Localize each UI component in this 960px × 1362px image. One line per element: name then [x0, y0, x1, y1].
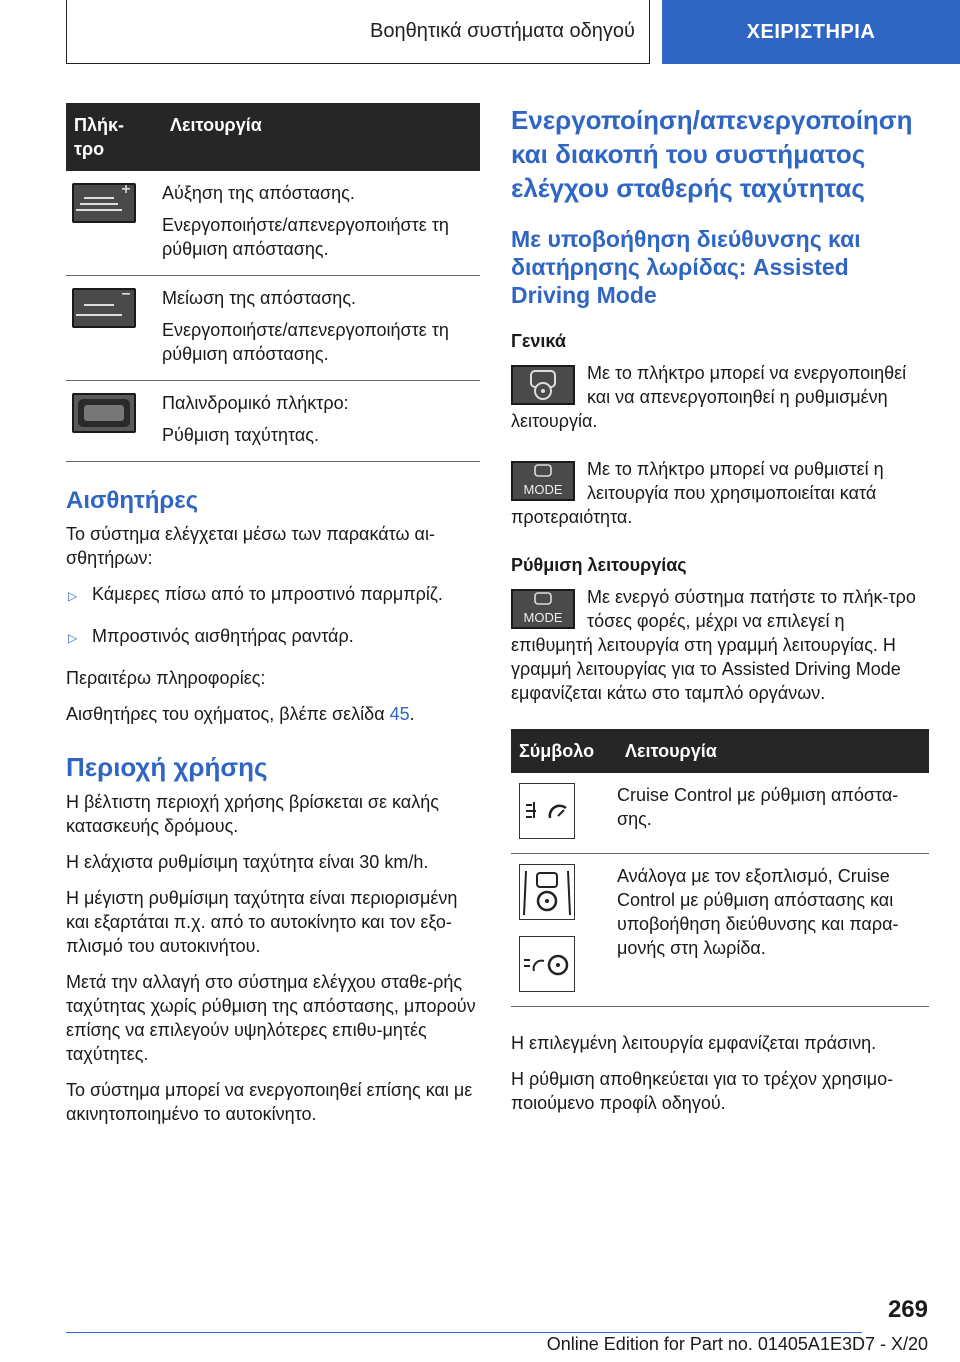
mode-button-icon — [511, 461, 575, 501]
key-function-table — [66, 103, 480, 462]
edition-footer: Online Edition for Part no. 01405A1E3D7 - X/20 — [546, 1334, 928, 1354]
usage-paragraph: Η ελάχιστα ρυθμίσιμη ταχύτητα είναι 30 km/h. — [66, 852, 429, 872]
row-function-line: Ενεργοποιήστε/απενεργοποιήστε τη ρύθμιση απόστασης. — [162, 215, 449, 259]
page-reference-link[interactable]: 45 — [389, 704, 410, 724]
col-header-function: Λειτουργία — [162, 103, 480, 171]
col-header-symbol: Σύμβολο — [511, 729, 617, 773]
mode-button-icon — [511, 589, 575, 629]
general-block-2 — [511, 457, 929, 529]
bullet-text: Κάμερες πίσω από το μπροστινό παρμπρίζ. — [92, 584, 443, 604]
col-header-key: Πλήκ- τρο — [66, 103, 162, 171]
setting-paragraph: Με ενεργό σύστημα πατήστε το πλήκ-τρο τόσες φορές, μέχρι να επιλεγεί η επιθυμητή λειτουργία στη γραμμή λειτουργίας. Η γραμμή λειτουργίας για το Assisted Driving Mode εμφανίζεται κάτω στο ταμπλό οργάνων. — [511, 587, 916, 703]
usage-heading: Περιοχή χρήσης — [66, 752, 268, 782]
table-row — [511, 773, 929, 854]
sensor-reference — [66, 702, 480, 726]
row-function-line: Ρύθμιση ταχύτητας. — [162, 425, 319, 445]
chapter-tab: ΧΕΙΡΙΣΤΗΡΙΑ — [662, 0, 960, 64]
distance-decrease-icon — [72, 288, 136, 328]
col-header-function: Λειτουργία — [617, 729, 929, 773]
footer-divider — [66, 1332, 862, 1333]
activation-heading: Ενεργοποίηση/απενεργοποίηση και διακοπή του συστήματος ελέγχου σταθερής ταχύτητας — [511, 105, 913, 203]
symbol-function-text: Cruise Control με ρύθμιση απόστα-σης. — [617, 773, 929, 854]
row-function-line: Ενεργοποιήστε/απενεργοποιήστε τη ρύθμιση απόστασης. — [162, 320, 449, 364]
reference-end: . — [409, 704, 415, 724]
right-column — [511, 103, 929, 1115]
bullet-text: Μπροστινός αισθητήρας ραντάρ. — [92, 626, 354, 646]
list-item — [66, 624, 480, 650]
sensors-intro: Το σύστημα ελέγχεται μέσω των παρακάτω αι-σθητήρων: — [66, 524, 435, 568]
table-row — [66, 276, 480, 381]
setting-block — [511, 585, 929, 705]
reference-text: Αισθητήρες του οχήματος, βλέπε σελίδα — [66, 704, 390, 724]
bullet-triangle-icon: ▷ — [68, 631, 78, 645]
steering-assist-icon — [519, 864, 575, 920]
row-function-line: Αύξηση της απόστασης. — [162, 183, 355, 203]
closing-paragraph: Η επιλεγμένη λειτουργία εμφανίζεται πράσινη. — [511, 1033, 877, 1053]
sensors-heading: Αισθητήρες — [66, 487, 199, 514]
general-block-1 — [511, 361, 929, 433]
general-paragraph: Με το πλήκτρο μπορεί να ενεργοποιηθεί και να απενεργοποιηθεί η ρυθμισμένη λειτουργία. — [511, 363, 907, 431]
setting-label: Ρύθμιση λειτουργίας — [511, 555, 687, 575]
table-row — [66, 381, 480, 462]
assisted-driving-button-icon — [511, 365, 575, 405]
row-function-line: Παλινδρομικό πλήκτρο: — [162, 393, 349, 413]
mode-label: MODE — [523, 610, 563, 625]
cruise-control-distance-icon — [519, 783, 575, 839]
more-info-label: Περαιτέρω πληροφορίες: — [66, 668, 266, 688]
usage-paragraph: Η βέλτιστη περιοχή χρήσης βρίσκεται σε καλής κατασκευής δρόμους. — [66, 792, 439, 836]
page-number: 269 — [887, 1296, 928, 1323]
distance-increase-icon — [72, 183, 136, 223]
section-title: Βοηθητικά συστήματα οδηγού — [66, 0, 650, 64]
symbol-function-text: Ανάλογα με τον εξοπλισμό, Cruise Control με ρύθμιση απόστασης και υποβοήθηση διεύθυνσης και παρα-μονής στη λωρίδα. — [617, 854, 929, 1007]
symbol-function-table — [511, 729, 929, 1007]
closing-paragraph: Η ρύθμιση αποθηκεύεται για το τρέχον χρησιμο-ποιούμενο προφίλ οδηγού. — [511, 1069, 894, 1113]
cruise-control-steering-icon — [519, 936, 575, 992]
usage-paragraph: Η μέγιστη ρυθμίσιμη ταχύτητα είναι περιορισμένη και εξαρτάται π.χ. από το αυτοκίνητο και τον εξο-πλισμό του αυτοκινήτου. — [66, 888, 458, 956]
general-label: Γενικά — [511, 331, 566, 351]
page-header — [66, 0, 960, 64]
usage-paragraph: Το σύστημα μπορεί να ενεργοποιηθεί επίσης και με ακινητοποιημένο το αυτοκίνητο. — [66, 1080, 473, 1124]
table-row — [511, 854, 929, 1007]
general-paragraph: Με το πλήκτρο μπορεί να ρυθμιστεί η λειτουργία που χρησιμοποιείται κατά προτεραιότητα. — [511, 459, 884, 527]
left-column — [66, 103, 480, 1126]
activation-subheading: Με υποβοήθηση διεύθυνσης και διατήρησης λωρίδας: Assisted Driving Mode — [511, 226, 861, 308]
rocker-switch-icon — [72, 393, 136, 433]
row-function-line: Μείωση της απόστασης. — [162, 288, 356, 308]
mode-label: MODE — [523, 482, 563, 497]
usage-paragraph: Μετά την αλλαγή στο σύστημα ελέγχου σταθε-ρής ταχύτητας χωρίς ρύθμιση της απόστασης, μπορούν επίσης να επιλεγούν υψηλότερες επιθυ-μητές ταχύτητες. — [66, 972, 476, 1064]
list-item — [66, 582, 480, 608]
table-row — [66, 171, 480, 276]
bullet-triangle-icon: ▷ — [68, 589, 78, 603]
